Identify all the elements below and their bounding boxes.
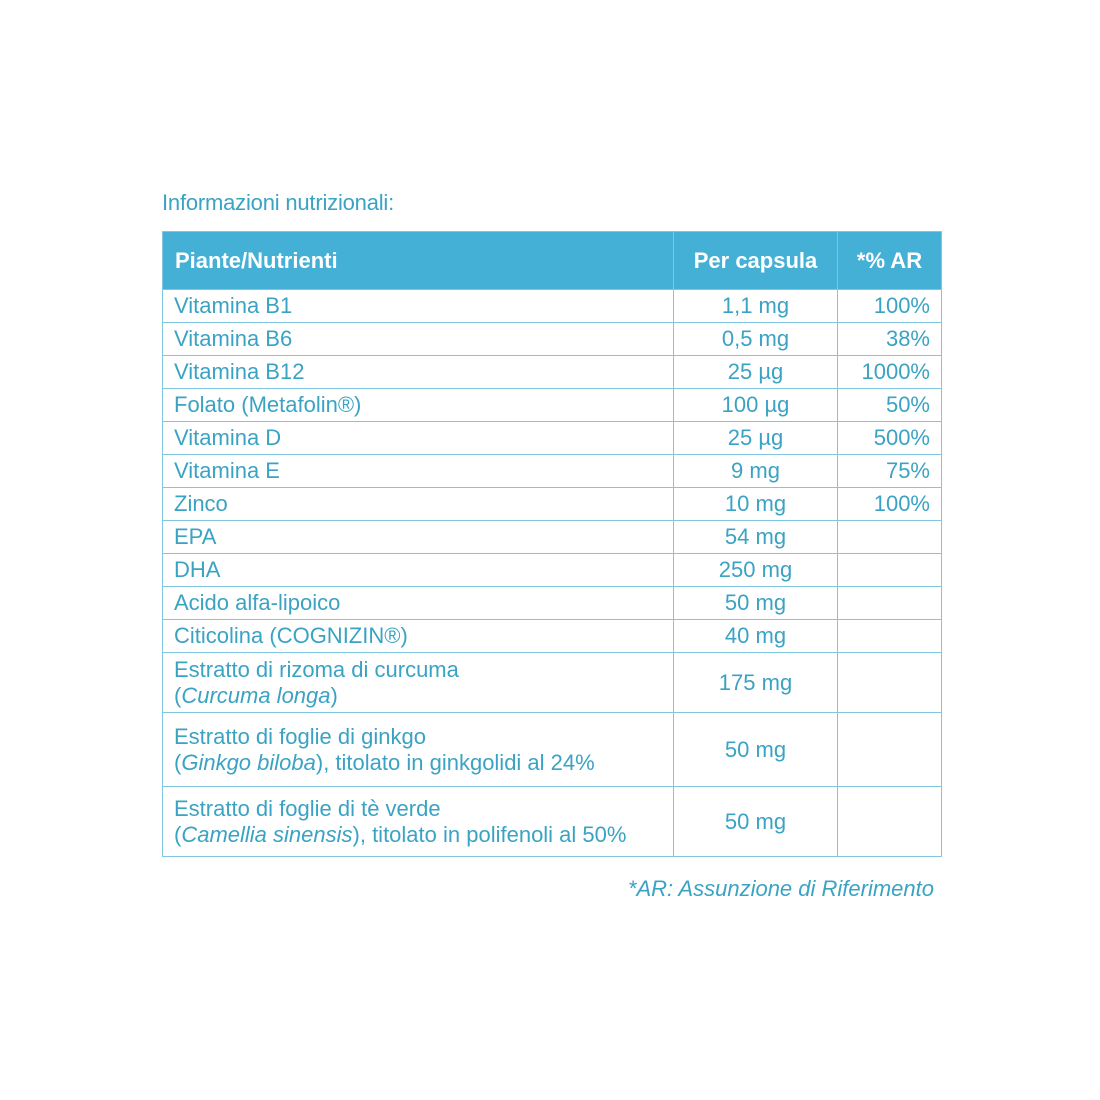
nutrient-ar: 38%: [838, 323, 942, 356]
nutrient-ar: 100%: [838, 488, 942, 521]
nutrient-ar: 100%: [838, 290, 942, 323]
table-row: [163, 620, 942, 653]
table-row-extract: [163, 787, 942, 857]
extract-name: [163, 713, 674, 787]
extract-line1: Estratto di foglie di tè verde: [174, 795, 441, 821]
nutrient-ar: [838, 521, 942, 554]
nutrient-name: EPA: [163, 521, 674, 554]
nutrient-name: DHA: [163, 554, 674, 587]
nutrient-ar: [838, 620, 942, 653]
table-row: [163, 521, 942, 554]
nutrient-amount: 40 mg: [674, 620, 838, 653]
nutrient-amount: 9 mg: [674, 455, 838, 488]
nutrient-name: Citicolina (COGNIZIN®): [163, 620, 674, 653]
table-row: [163, 488, 942, 521]
page-title: Informazioni nutrizionali:: [162, 190, 395, 215]
nutrient-name: Vitamina B6: [163, 323, 674, 356]
column-header-amount: Per capsula: [674, 232, 838, 290]
table-row: [163, 422, 942, 455]
extract-amount: 50 mg: [674, 787, 838, 857]
table-row: [163, 323, 942, 356]
extract-amount: 50 mg: [674, 713, 838, 787]
nutrient-ar: [838, 554, 942, 587]
extract-line1: Estratto di rizoma di curcuma: [174, 656, 459, 682]
table-row-extract: [163, 653, 942, 713]
nutrient-amount: 100 µg: [674, 389, 838, 422]
extract-species: Ginkgo biloba: [181, 749, 316, 775]
extract-species: Camellia sinensis: [181, 821, 353, 847]
nutrient-name: Zinco: [163, 488, 674, 521]
extract-line2: (Curcuma longa): [174, 682, 338, 708]
nutrient-name: Acido alfa-lipoico: [163, 587, 674, 620]
nutrient-amount: 1,1 mg: [674, 290, 838, 323]
nutrient-amount: 10 mg: [674, 488, 838, 521]
extract-suffix: , titolato in ginkgolidi al 24%: [323, 749, 595, 775]
table-row: [163, 587, 942, 620]
extract-amount: 175 mg: [674, 653, 838, 713]
nutrient-name: Vitamina E: [163, 455, 674, 488]
nutrient-name: Vitamina B1: [163, 290, 674, 323]
nutrient-ar: 75%: [838, 455, 942, 488]
column-header-name: Piante/Nutrienti: [163, 232, 674, 290]
nutrient-amount: 25 µg: [674, 356, 838, 389]
nutrient-amount: 50 mg: [674, 587, 838, 620]
extract-line2: (Ginkgo biloba), titolato in ginkgolidi al 24%: [174, 749, 595, 775]
nutrient-amount: 25 µg: [674, 422, 838, 455]
extract-line1: Estratto di foglie di ginkgo: [174, 723, 426, 749]
nutrient-ar: 50%: [838, 389, 942, 422]
nutrient-name: Folato (Metafolin®): [163, 389, 674, 422]
extract-line2: (Camellia sinensis), titolato in polifenoli al 50%: [174, 821, 627, 847]
nutrient-name: Vitamina D: [163, 422, 674, 455]
table-row: [163, 455, 942, 488]
nutrient-ar: 1000%: [838, 356, 942, 389]
nutrient-ar: [838, 587, 942, 620]
nutrient-ar: 500%: [838, 422, 942, 455]
table-row-extract: [163, 713, 942, 787]
nutrition-table: [162, 231, 942, 857]
nutrient-amount: 54 mg: [674, 521, 838, 554]
nutrient-name: Vitamina B12: [163, 356, 674, 389]
table-header-row: [163, 232, 942, 290]
nutrient-amount: 250 mg: [674, 554, 838, 587]
table-row: [163, 290, 942, 323]
extract-ar: [838, 653, 942, 713]
extract-name: [163, 653, 674, 713]
nutrient-amount: 0,5 mg: [674, 323, 838, 356]
extract-ar: [838, 787, 942, 857]
extract-name: [163, 787, 674, 857]
extract-ar: [838, 713, 942, 787]
table-row: [163, 356, 942, 389]
extract-species: Curcuma longa: [181, 682, 331, 708]
column-header-ar: *% AR: [838, 232, 942, 290]
table-row: [163, 389, 942, 422]
table-row: [163, 554, 942, 587]
extract-suffix: , titolato in polifenoli al 50%: [359, 821, 627, 847]
footnote: *AR: Assunzione di Riferimento: [627, 876, 934, 901]
